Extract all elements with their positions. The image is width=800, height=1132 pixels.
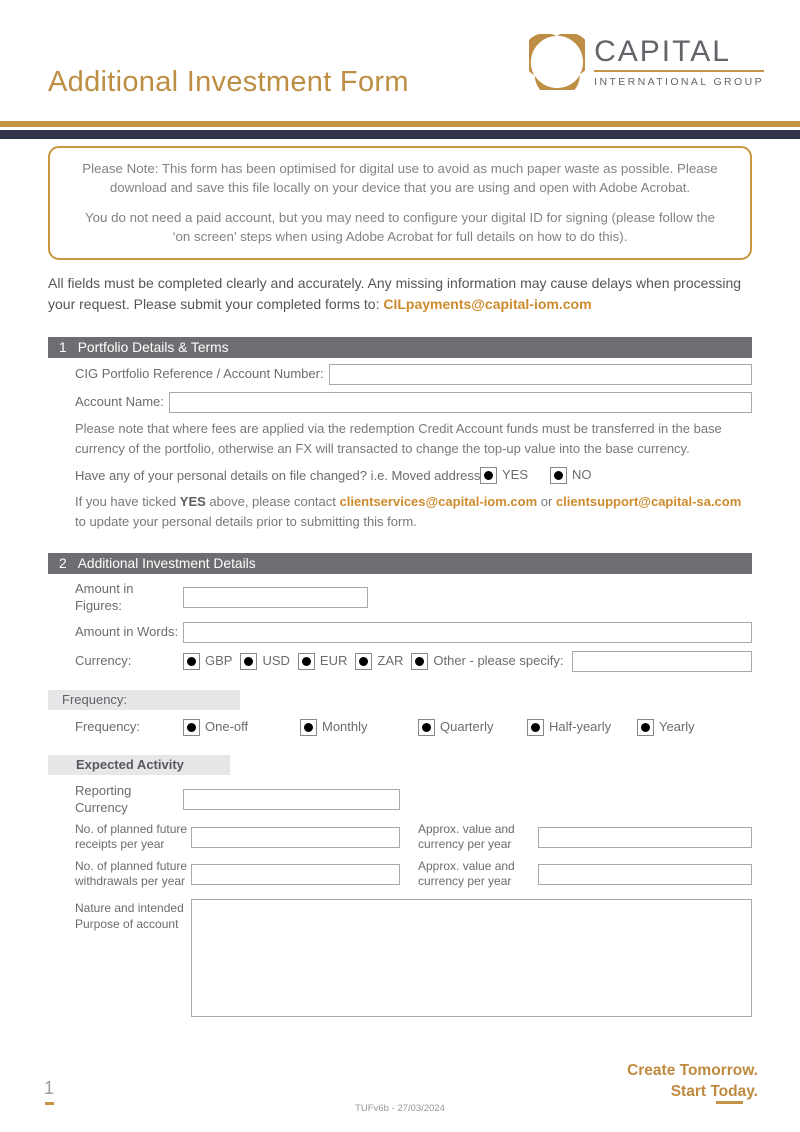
frequency-band-wrap	[48, 690, 752, 710]
tagline	[627, 1061, 758, 1103]
receipts-label: No. of planned future receipts per year	[75, 821, 188, 852]
section-2-header	[48, 553, 752, 574]
no-label: NO	[572, 467, 592, 483]
currency-eur-label: EUR	[319, 652, 348, 668]
logo-name: CAPITAL	[594, 35, 731, 69]
expected-activity-band	[48, 755, 230, 775]
account-name-input[interactable]	[169, 392, 752, 413]
nature-purpose-textarea[interactable]	[191, 899, 752, 1017]
withdrawals-per-year-input[interactable]	[191, 864, 400, 885]
details-changed-row	[75, 467, 752, 486]
checkbox-dot-icon	[359, 657, 368, 666]
frequency-quarterly-label: Quarterly	[440, 718, 494, 734]
checkbox-dot-icon	[422, 723, 431, 732]
logo-swirl-icon	[529, 34, 585, 90]
currency-options	[183, 653, 563, 670]
yes-label: YES	[502, 467, 529, 483]
notice-paragraph-1: Please Note: This form has been optimised for digital use to avoid as much paper waste as possible. Please download and save this file locally on your device that you are using and open with Adobe Acrobat.	[82, 161, 718, 196]
currency-option-zar	[355, 653, 403, 670]
amount-figures-label: Amount in Figures:	[75, 581, 134, 613]
contact-note-yes: YES	[179, 494, 206, 510]
contact-note-pre: If you have ticked	[75, 494, 180, 510]
page-title: Additional Investment Form	[48, 66, 409, 98]
frequency-options	[183, 719, 752, 736]
clientservices-email-link[interactable]: clientservices@capital-iom.com	[339, 494, 538, 510]
reporting-currency-label: Reporting Currency	[75, 782, 132, 815]
currency-option-other	[411, 653, 563, 670]
withdrawals-row	[75, 859, 752, 890]
frequency-half-yearly-label: Half-yearly	[549, 718, 612, 734]
tagline-line-2: Start Today.	[670, 1082, 758, 1100]
checkbox-dot-icon	[415, 657, 424, 666]
section-2-number: 2	[59, 556, 67, 572]
withdrawals-approx-value-input[interactable]	[538, 864, 752, 885]
section-2-title: Additional Investment Details	[77, 556, 256, 572]
checkbox-dot-icon	[304, 723, 313, 732]
notice-box	[48, 146, 752, 260]
checkbox-frequency-yearly[interactable]	[637, 719, 654, 736]
details-changed-question: Have any of your personal details on file changed? i.e. Moved address	[75, 468, 481, 484]
content	[0, 146, 800, 1017]
notice-paragraph-2: You do not need a paid account, but you may need to configure your digital ID for signing (please follow the ‘on screen’ steps when using Adobe Acrobat for full details on how to do this).	[84, 209, 716, 244]
currency-row	[75, 651, 752, 672]
checkbox-dot-icon	[641, 723, 650, 732]
checkbox-frequency-half-yearly[interactable]	[527, 719, 544, 736]
checkbox-currency-gbp[interactable]	[183, 653, 200, 670]
section-2-body	[48, 581, 752, 1017]
amount-words-row	[75, 622, 752, 643]
checkbox-yes[interactable]	[480, 467, 497, 484]
intro-text	[48, 273, 752, 315]
checkbox-currency-zar[interactable]	[355, 653, 372, 670]
no-option	[550, 467, 592, 484]
logo-text	[594, 36, 764, 88]
expected-activity-band-wrap	[48, 755, 752, 775]
amount-figures-input[interactable]	[183, 587, 368, 608]
frequency-yearly-label: Yearly	[659, 718, 695, 734]
page-number: 1	[44, 1078, 55, 1098]
frequency-option-monthly	[300, 719, 418, 736]
reporting-currency-row	[75, 783, 752, 817]
checkbox-no[interactable]	[550, 467, 567, 484]
withdrawals-approx-label: Approx. value and currency per year	[418, 858, 515, 889]
receipts-row	[75, 822, 752, 853]
frequency-band-label: Frequency:	[62, 692, 128, 708]
portfolio-reference-label: CIG Portfolio Reference / Account Number:	[75, 366, 324, 382]
logo-rule	[594, 70, 764, 72]
checkbox-frequency-quarterly[interactable]	[418, 719, 435, 736]
portfolio-reference-row	[75, 364, 752, 385]
nature-purpose-label: Nature and intended Purpose of account	[75, 901, 184, 931]
contact-note-post: to update your personal details prior to submitting this form.	[75, 513, 417, 529]
reporting-currency-input[interactable]	[183, 789, 400, 810]
section-1-body	[48, 364, 752, 531]
checkbox-frequency-one-off[interactable]	[183, 719, 200, 736]
expected-activity-title: Expected Activity	[76, 757, 184, 773]
checkbox-dot-icon	[187, 723, 196, 732]
currency-option-gbp	[183, 653, 232, 670]
checkbox-frequency-monthly[interactable]	[300, 719, 317, 736]
payments-email-link[interactable]: CILpayments@capital-iom.com	[383, 296, 592, 313]
clientsupport-email-link[interactable]: clientsupport@capital-sa.com	[555, 494, 742, 510]
receipts-approx-label: Approx. value and currency per year	[418, 821, 515, 852]
checkbox-dot-icon	[554, 471, 563, 480]
section-1-title: Portfolio Details & Terms	[77, 340, 229, 356]
contact-note-or: or	[537, 494, 556, 510]
checkbox-dot-icon	[484, 471, 493, 480]
frequency-one-off-label: One-off	[205, 718, 249, 734]
logo-subtitle: INTERNATIONAL GROUP	[594, 75, 764, 88]
checkbox-currency-eur[interactable]	[298, 653, 315, 670]
withdrawals-label: No. of planned future withdrawals per year	[75, 858, 188, 889]
checkbox-dot-icon	[244, 657, 253, 666]
receipts-approx-value-input[interactable]	[538, 827, 752, 848]
intro-text-body: All fields must be completed clearly and accurately. Any missing information may cause delays when processing your request. Please submit your completed forms to:	[48, 275, 742, 313]
currency-other-label: Other - please specify:	[433, 652, 564, 668]
receipts-per-year-input[interactable]	[191, 827, 400, 848]
portfolio-reference-input[interactable]	[329, 364, 752, 385]
frequency-row	[75, 719, 752, 736]
frequency-option-yearly	[637, 719, 695, 736]
frequency-band	[48, 690, 240, 710]
contact-note	[75, 492, 752, 531]
navy-divider-bar	[0, 130, 800, 139]
frequency-monthly-label: Monthly	[322, 718, 368, 734]
frequency-option-one-off	[183, 719, 300, 736]
frequency-option-half-yearly	[527, 719, 637, 736]
currency-gbp-label: GBP	[205, 652, 233, 668]
frequency-label: Frequency:	[75, 718, 141, 734]
section-1-number: 1	[59, 340, 67, 356]
contact-note-mid: above, please contact	[205, 494, 340, 510]
currency-option-usd	[240, 653, 289, 670]
checkbox-dot-icon	[531, 723, 540, 732]
fees-note: Please note that where fees are applied via the redemption Credit Account funds must be transferred in the base currency of the portfolio, otherwise an FX will transacted to change the top-up value into the base currency.	[75, 421, 722, 456]
frequency-option-quarterly	[418, 719, 527, 736]
currency-usd-label: USD	[262, 652, 290, 668]
section-1-header	[48, 337, 752, 358]
checkbox-currency-usd[interactable]	[240, 653, 257, 670]
amount-figures-row	[75, 581, 752, 615]
checkbox-dot-icon	[187, 657, 196, 666]
other-currency-input[interactable]	[572, 651, 752, 672]
amount-words-input[interactable]	[183, 622, 752, 643]
currency-option-eur	[298, 653, 347, 670]
currency-zar-label: ZAR	[377, 652, 404, 668]
account-name-row	[75, 392, 752, 413]
account-name-label: Account Name:	[75, 394, 164, 410]
yes-option	[480, 467, 528, 484]
checkbox-currency-other[interactable]	[411, 653, 428, 670]
currency-label: Currency:	[75, 652, 132, 668]
gold-divider-bar	[0, 121, 800, 127]
amount-words-label: Amount in Words:	[75, 623, 179, 639]
checkbox-dot-icon	[302, 657, 311, 666]
tagline-line-1: Create Tomorrow.	[627, 1062, 758, 1079]
details-changed-options	[480, 467, 592, 484]
header	[0, 0, 800, 121]
form-version: TUFv6b - 27/03/2024	[355, 1103, 445, 1114]
nature-purpose-row	[75, 899, 752, 1017]
company-logo	[529, 34, 764, 90]
